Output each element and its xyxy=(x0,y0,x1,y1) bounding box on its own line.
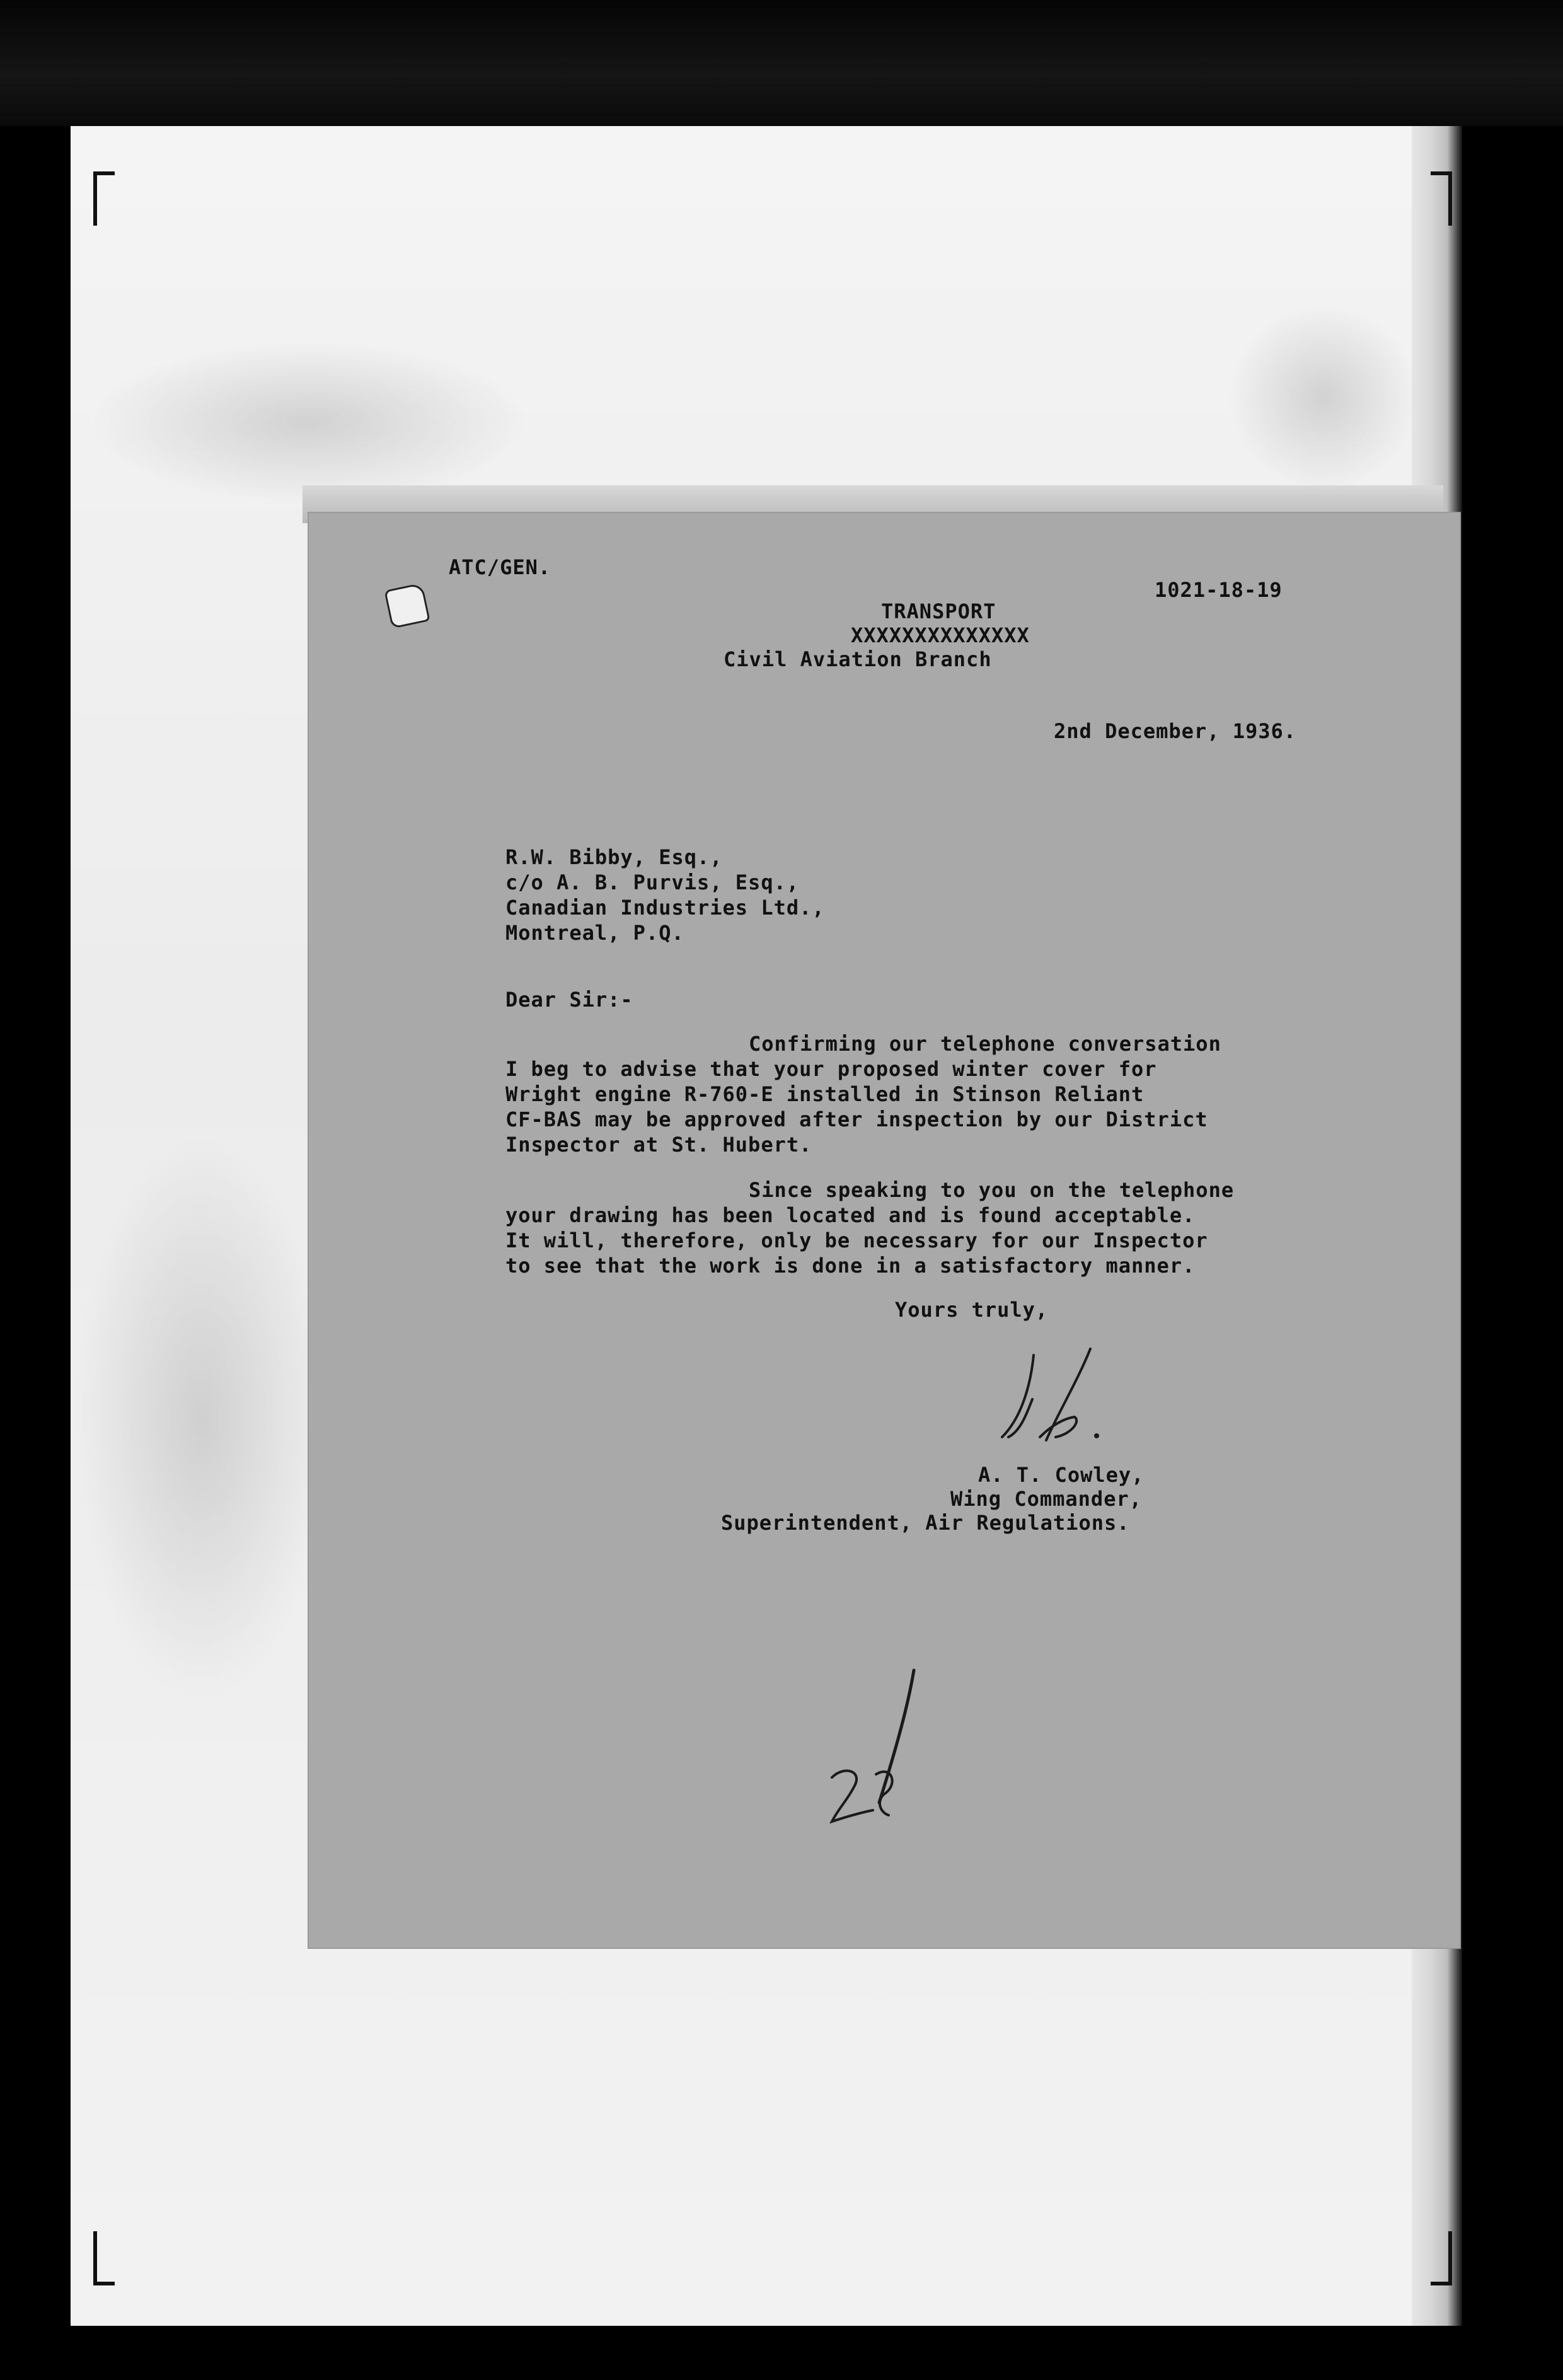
body-line: CF-BAS may be approved after inspection by our District xyxy=(505,1107,1208,1131)
body-line: I beg to advise that your proposed winter cover for xyxy=(505,1057,1157,1081)
crop-mark-bottom-left xyxy=(93,2231,115,2285)
recipient-line: c/o A. B. Purvis, Esq., xyxy=(505,870,800,894)
body-line: Confirming our telephone conversation xyxy=(749,1032,1221,1056)
handwritten-signature xyxy=(996,1343,1122,1450)
body-line: It will, therefore, only be necessary for our Inspector xyxy=(505,1228,1208,1252)
body-line: Since speaking to you on the telephone xyxy=(749,1178,1235,1202)
body-line: Inspector at St. Hubert. xyxy=(505,1133,812,1157)
signatory-title: Superintendent, Air Regulations. xyxy=(721,1511,1130,1535)
body-line: your drawing has been located and is found acceptable. xyxy=(505,1203,1196,1227)
closing: Yours truly, xyxy=(895,1298,1049,1322)
crop-mark-bottom-right xyxy=(1431,2231,1452,2285)
signatory-name: A. T. Cowley, xyxy=(978,1463,1145,1487)
signatory-rank: Wing Commander, xyxy=(950,1487,1142,1511)
film-border-top xyxy=(0,0,1563,126)
smudge xyxy=(88,340,529,504)
recipient-line: Montreal, P.Q. xyxy=(505,921,684,945)
salutation: Dear Sir:- xyxy=(505,988,633,1012)
recipient-line: R.W. Bibby, Esq., xyxy=(505,845,723,869)
recipient-line: Canadian Industries Ltd., xyxy=(505,896,825,920)
smudge xyxy=(76,1135,328,1702)
body-line: to see that the work is done in a satisfactory manner. xyxy=(505,1254,1196,1278)
department-heading: TRANSPORT xyxy=(881,599,996,623)
struck-out-text: XXXXXXXXXXXXXX xyxy=(851,623,1030,647)
branch-heading: Civil Aviation Branch xyxy=(724,647,992,671)
letter-date: 2nd December, 1936. xyxy=(1054,719,1297,743)
crop-mark-top-left xyxy=(93,171,115,226)
crop-mark-top-right xyxy=(1431,171,1452,226)
file-reference: ATC/GEN. xyxy=(449,555,551,579)
handwritten-mark xyxy=(819,1664,945,1828)
body-line: Wright engine R-760-E installed in Stinson Reliant xyxy=(505,1082,1145,1106)
smudge xyxy=(1229,303,1418,492)
file-number: 1021-18-19 xyxy=(1155,578,1283,602)
